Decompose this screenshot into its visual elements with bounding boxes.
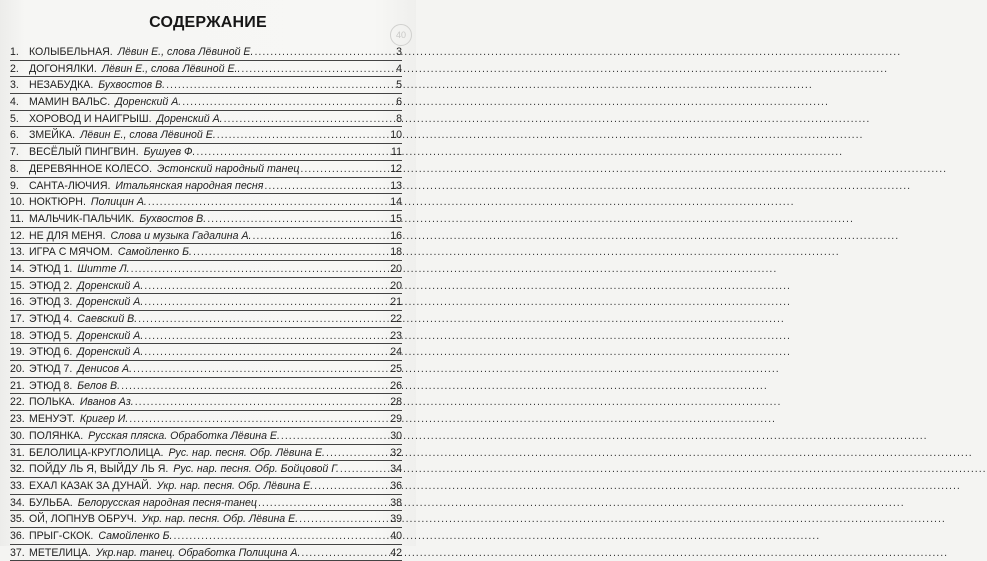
- toc-entry: [10, 411, 402, 428]
- entry-author: Итальянская народная песня: [115, 179, 264, 192]
- entry-page-number: 34: [390, 463, 402, 476]
- entry-page-number: 18: [390, 246, 402, 259]
- entry-author: Бухвостов В.: [139, 212, 207, 225]
- dot-leader: [196, 144, 389, 161]
- entry-page-number: 24: [390, 346, 402, 359]
- entry-title: БЕЛОЛИЦА-КРУГЛОЛИЦА.: [29, 446, 164, 459]
- entry-author: Лёвин Е., слова Лёвиной Е.: [117, 46, 254, 58]
- entry-title: ЭТЮД 5.: [29, 329, 73, 342]
- toc-entry: [10, 194, 402, 211]
- entry-title: ПОЛЬКА.: [29, 396, 75, 409]
- entry-author: Саевский В.: [77, 313, 138, 325]
- entry-page-number: 12: [390, 162, 402, 175]
- toc-entry: [10, 378, 402, 395]
- entry-author: Рус. нар. песня. Обр. Лёвина Е.: [168, 446, 326, 459]
- toc-entry: [10, 311, 402, 328]
- toc-entry: [10, 511, 402, 528]
- entry-author: Доренский А.: [115, 96, 182, 109]
- toc-entry: [10, 328, 402, 345]
- toc-entry: [10, 478, 402, 495]
- entry-author: Лёвин Е., слова Лёвиной Е.: [80, 129, 216, 142]
- entry-number: 36.: [10, 529, 25, 542]
- toc-entry: [10, 495, 402, 512]
- toc-entry: [10, 394, 402, 411]
- entry-number: 8.: [10, 162, 19, 175]
- entry-number: 11.: [10, 212, 24, 225]
- entry-number: 18.: [10, 329, 25, 342]
- toc-entry: [10, 344, 402, 361]
- toc-entry: [10, 278, 402, 295]
- table-of-contents: [10, 44, 402, 561]
- book-page: [0, 0, 416, 559]
- toc-entry: [10, 44, 402, 61]
- dot-leader: [224, 111, 389, 128]
- corner-page-mark: 40: [390, 24, 412, 46]
- entry-page-number: 6: [396, 96, 402, 109]
- entry-author: Лёвин Е., слова Лёвиной Е..: [101, 62, 241, 75]
- entry-page-number: 15: [390, 212, 402, 225]
- dot-leader: [314, 478, 389, 495]
- entry-title: МЕТЕЛИЦА.: [29, 546, 91, 559]
- entry-author: Иванов Аз.: [79, 396, 134, 409]
- entry-title: САНТА-ЛЮЧИЯ.: [29, 179, 111, 192]
- entry-title: ЭТЮД 2.: [29, 279, 73, 292]
- entry-page-number: 4: [396, 62, 402, 75]
- entry-number: 2.: [10, 62, 19, 75]
- dot-leader: [264, 178, 389, 195]
- entry-number: 9.: [10, 179, 19, 192]
- entry-number: 23.: [10, 413, 25, 426]
- entry-page-number: 5: [396, 79, 402, 92]
- toc-entry: [10, 244, 402, 261]
- dot-leader: [207, 211, 389, 228]
- entry-number: 34.: [10, 496, 25, 509]
- entry-number: 33.: [10, 479, 25, 492]
- entry-title: ЭТЮД 1.: [29, 262, 73, 275]
- entry-number: 30.: [10, 429, 25, 442]
- entry-number: 17.: [10, 313, 25, 325]
- entry-author: Белов В.: [77, 379, 121, 392]
- toc-entry: [10, 211, 402, 228]
- entry-page-number: 3: [396, 46, 402, 58]
- entry-title: ЭТЮД 3.: [29, 296, 73, 309]
- dot-leader: [144, 294, 389, 311]
- entry-title: БУЛЬБА.: [29, 496, 73, 509]
- toc-entry: [10, 361, 402, 378]
- entry-number: 37.: [10, 546, 25, 559]
- toc-entry: [10, 445, 402, 462]
- entry-page-number: 21: [390, 296, 402, 309]
- entry-page-number: 39: [390, 513, 402, 526]
- entry-number: 7.: [10, 146, 19, 159]
- entry-page-number: 26: [390, 379, 402, 392]
- entry-page-number: 23: [390, 329, 402, 342]
- toc-entry: [10, 111, 402, 128]
- entry-number: 3.: [10, 79, 19, 92]
- dot-leader: [133, 361, 389, 378]
- entry-number: 1.: [10, 46, 19, 58]
- entry-number: 14.: [10, 262, 25, 275]
- entry-title: ЗМЕЙКА.: [29, 129, 76, 142]
- entry-title: ВЕСЁЛЫЙ ПИНГВИН.: [29, 146, 139, 159]
- toc-entry: [10, 94, 402, 111]
- toc-entry: [10, 127, 402, 144]
- entry-author: Слова и музыка Гадалина А.: [110, 229, 252, 242]
- dot-leader: [144, 328, 389, 345]
- toc-entry: [10, 528, 402, 545]
- entry-page-number: 29: [390, 413, 402, 426]
- entry-author: Полицин А.: [90, 196, 147, 209]
- entry-page-number: 25: [390, 363, 402, 376]
- entry-number: 20.: [10, 363, 25, 376]
- toc-entry: [10, 261, 402, 278]
- dot-leader: [252, 228, 389, 245]
- entry-number: 12.: [10, 229, 25, 242]
- entry-page-number: 16: [390, 229, 402, 242]
- entry-author: Рус. нар. песня. Обр. Бойцовой Г.: [173, 463, 339, 476]
- entry-author: Доренский А.: [77, 279, 144, 292]
- entry-page-number: 8: [396, 112, 402, 125]
- entry-page-number: 30: [390, 429, 402, 442]
- entry-title: МЕНУЭТ.: [29, 413, 75, 426]
- dot-leader: [138, 311, 389, 328]
- entry-title: НОКТЮРН.: [29, 196, 86, 209]
- entry-number: 4.: [10, 96, 19, 109]
- entry-title: ЭТЮД 8.: [29, 379, 73, 392]
- toc-entry: [10, 77, 402, 94]
- entry-number: 10.: [10, 196, 25, 209]
- entry-author: Доренский А.: [77, 346, 144, 359]
- entry-title: ПРЫГ-СКОК.: [29, 529, 94, 542]
- entry-author: Эстонский народный танец: [157, 162, 300, 175]
- dot-leader: [340, 461, 389, 478]
- entry-number: 6.: [10, 129, 19, 142]
- entry-number: 21.: [10, 379, 25, 392]
- entry-author: Доренский А.: [156, 112, 223, 125]
- dot-leader: [299, 511, 389, 528]
- entry-title: ЭТЮД 6.: [29, 346, 73, 359]
- entry-page-number: 14: [390, 196, 402, 209]
- entry-title: ХОРОВОД И НАИГРЫШ.: [29, 112, 152, 125]
- dot-leader: [131, 261, 389, 278]
- dot-leader: [301, 545, 389, 561]
- entry-author: Шитте Л.: [77, 262, 130, 275]
- entry-page-number: 10: [390, 129, 402, 142]
- dot-leader: [326, 445, 389, 462]
- entry-title: ЭТЮД 4.: [29, 313, 73, 325]
- dot-leader: [241, 61, 389, 78]
- toc-entry: [10, 461, 402, 478]
- dot-leader: [193, 244, 389, 261]
- entry-page-number: 38: [390, 496, 402, 509]
- entry-page-number: 20: [390, 279, 402, 292]
- entry-page-number: 36: [390, 479, 402, 492]
- entry-title: ПОЛЯНКА.: [29, 429, 84, 442]
- entry-page-number: 32: [390, 446, 402, 459]
- entry-title: НЕ ДЛЯ МЕНЯ.: [29, 229, 106, 242]
- entry-author: Укр.нар. танец. Обработка Полицина А.: [95, 546, 301, 559]
- entry-page-number: 42: [390, 546, 402, 559]
- toc-entry: [10, 545, 402, 561]
- entry-author: Денисов А.: [77, 363, 133, 376]
- entry-title: МАМИН ВАЛЬС.: [29, 96, 111, 109]
- toc-entry: [10, 144, 402, 161]
- dot-leader: [148, 194, 389, 211]
- entry-number: 32.: [10, 463, 25, 476]
- entry-author: Бушуев Ф.: [143, 146, 196, 159]
- entry-author: Русская пляска. Обработка Лёвина Е.: [88, 429, 280, 442]
- entry-title: ДЕРЕВЯННОЕ КОЛЕСО.: [29, 162, 153, 175]
- entry-title: ЕХАЛ КАЗАК ЗА ДУНАЙ.: [29, 479, 152, 492]
- dot-leader: [144, 344, 389, 361]
- dot-leader: [144, 278, 389, 295]
- dot-leader: [121, 378, 389, 395]
- entry-number: 16.: [10, 296, 25, 309]
- entry-author: Белорусская народная песня-танец: [77, 496, 257, 509]
- entry-title: ДОГОНЯЛКИ.: [29, 62, 97, 75]
- dot-leader: [217, 127, 389, 144]
- dot-leader: [254, 44, 389, 61]
- toc-entry: [10, 228, 402, 245]
- entry-title: НЕЗАБУДКА.: [29, 79, 94, 92]
- dot-leader: [173, 528, 389, 545]
- dot-leader: [166, 77, 389, 94]
- entry-page-number: 40: [390, 529, 402, 542]
- entry-title: ИГРА С МЯЧОМ.: [29, 246, 113, 259]
- dot-leader: [281, 428, 389, 445]
- dot-leader: [258, 495, 389, 512]
- entry-page-number: 20: [390, 262, 402, 275]
- entry-author: Укр. нар. песня. Обр. Лёвина Е.: [141, 513, 299, 526]
- entry-author: Бухвостов В.: [98, 79, 166, 92]
- dot-leader: [135, 394, 389, 411]
- entry-number: 5.: [10, 112, 19, 125]
- entry-author: Доренский А.: [77, 296, 144, 309]
- toc-entry: [10, 428, 402, 445]
- entry-page-number: 11: [391, 146, 402, 159]
- toc-entry: [10, 294, 402, 311]
- entry-title: ЭТЮД 7.: [29, 363, 73, 376]
- toc-entry: [10, 178, 402, 195]
- page-title: СОДЕРЖАНИЕ: [149, 14, 267, 31]
- dot-leader: [129, 411, 389, 428]
- entry-page-number: 28: [390, 396, 402, 409]
- entry-author: Кригер И.: [79, 413, 129, 426]
- entry-title: КОЛЫБЕЛЬНАЯ.: [29, 46, 113, 58]
- entry-page-number: 13: [390, 179, 402, 192]
- entry-author: Самойленко Б.: [117, 246, 192, 259]
- dot-leader: [300, 161, 389, 178]
- entry-number: 31.: [10, 446, 25, 459]
- toc-entry: [10, 61, 402, 78]
- entry-number: 13.: [10, 246, 25, 259]
- entry-number: 15.: [10, 279, 25, 292]
- entry-number: 19.: [10, 346, 25, 359]
- entry-number: 22.: [10, 396, 25, 409]
- entry-number: 35.: [10, 513, 25, 526]
- entry-author: Доренский А.: [77, 329, 144, 342]
- dot-leader: [182, 94, 389, 111]
- toc-entry: [10, 161, 402, 178]
- entry-author: Самойленко Б.: [98, 529, 173, 542]
- entry-page-number: 22: [390, 313, 402, 325]
- entry-title: ОЙ, ЛОПНУВ ОБРУЧ.: [29, 513, 137, 526]
- entry-title: ПОЙДУ ЛЬ Я, ВЫЙДУ ЛЬ Я.: [29, 463, 169, 476]
- entry-author: Укр. нар. песня. Обр. Лёвина Е.: [156, 479, 314, 492]
- entry-title: МАЛЬЧИК-ПАЛЬЧИК.: [29, 212, 135, 225]
